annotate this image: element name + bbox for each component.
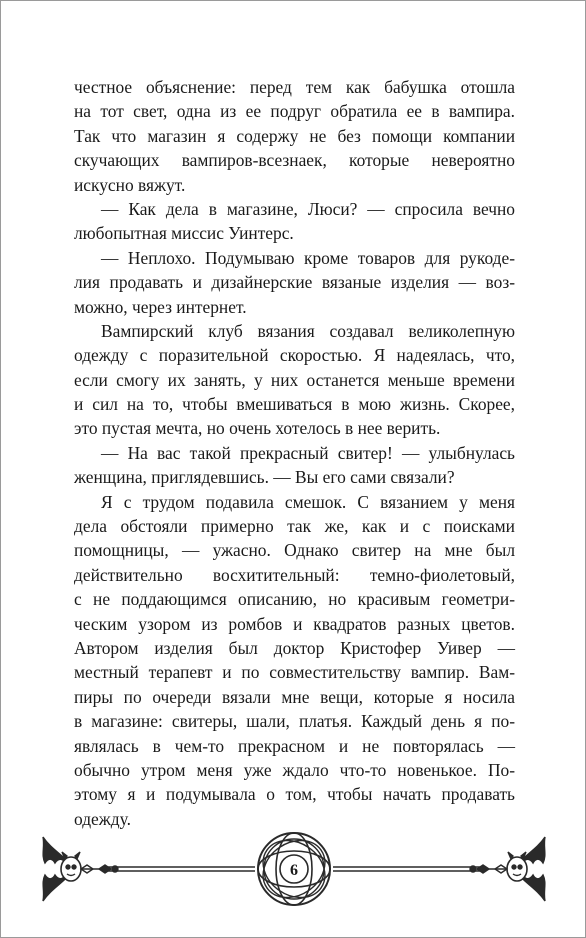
text-line: дела обстояли примерно так же, как и с поисками <box>74 516 515 537</box>
text-line: действительно восхитительный: темно-фиолетовый, <box>74 564 515 585</box>
text-line: лия продавать и дизайнерские вязаные изделия — воз- <box>74 272 515 293</box>
text-line: этому я и подумывала о том, чтобы начать продавать <box>74 784 515 805</box>
text-line: скучающих вампиров-всезнаек, которые невероятно <box>74 150 515 171</box>
text-line: с не поддающимся описанию, но красивым геометри- <box>74 589 515 610</box>
text-line: являлась в чем-то прекрасном и не повторялась — <box>74 735 515 756</box>
text-line: если смогу их занять, у них останется меньше времени <box>74 369 515 390</box>
text-line: одежду с поразительной скоростью. Я надеялась, что, <box>74 345 515 366</box>
text-line: пиры по очереди вязали мне вещи, которые я носила <box>74 686 515 707</box>
text-line: Автором изделия был доктор Кристофер Уивер — <box>74 637 515 658</box>
text-line: на тот свет, одна из ее подруг обратила ее в вампира. <box>74 101 515 122</box>
text-line: можно, через интернет. <box>74 296 247 317</box>
text-line: — Как дела в магазине, Люси? — спросила вечно <box>101 198 515 219</box>
text-line: местный терапевт и по совместительству вампир. Вам- <box>74 662 515 683</box>
text-line: одежду. <box>74 808 131 829</box>
text-line: любопытная миссис Уинтерс. <box>74 223 294 244</box>
page-footer-ornament <box>41 827 547 917</box>
text-line: и сил на то, чтобы вмешиваться в мою жизнь. Скорее, <box>74 394 515 415</box>
text-line: — Неплохо. Подумываю кроме товаров для рукоде- <box>101 247 515 268</box>
text-line: ческим узором из ромбов и квадратов разных цветов. <box>74 613 515 634</box>
text-line: обычно утром меня уже ждало что-то новенькое. По- <box>74 759 515 780</box>
text-line: — На вас такой прекрасный свитер! — улыбнулась <box>101 442 515 463</box>
text-line: в магазине: свитеры, шали, платья. Каждый день я по- <box>74 711 515 732</box>
text-line: помощницы, — ужасно. Однако свитер на мне был <box>74 540 515 561</box>
text-line: Я с трудом подавила смешок. С вязанием у меня <box>101 491 515 512</box>
text-line: Вампирский клуб вязания создавал великолепную <box>101 320 515 341</box>
page-number: 6 <box>290 862 298 879</box>
text-line: честное объяснение: перед тем как бабушка отошла <box>74 77 515 97</box>
text-line: Так что магазин я содержу не без помощи компании <box>74 125 515 146</box>
text-line: искусно вяжут. <box>74 174 186 195</box>
text-line: женщина, приглядевшись. — Вы его сами связали? <box>74 467 455 488</box>
text-line: это пустая мечта, но очень хотелось в нее верить. <box>74 418 441 439</box>
body-text <box>74 75 515 831</box>
